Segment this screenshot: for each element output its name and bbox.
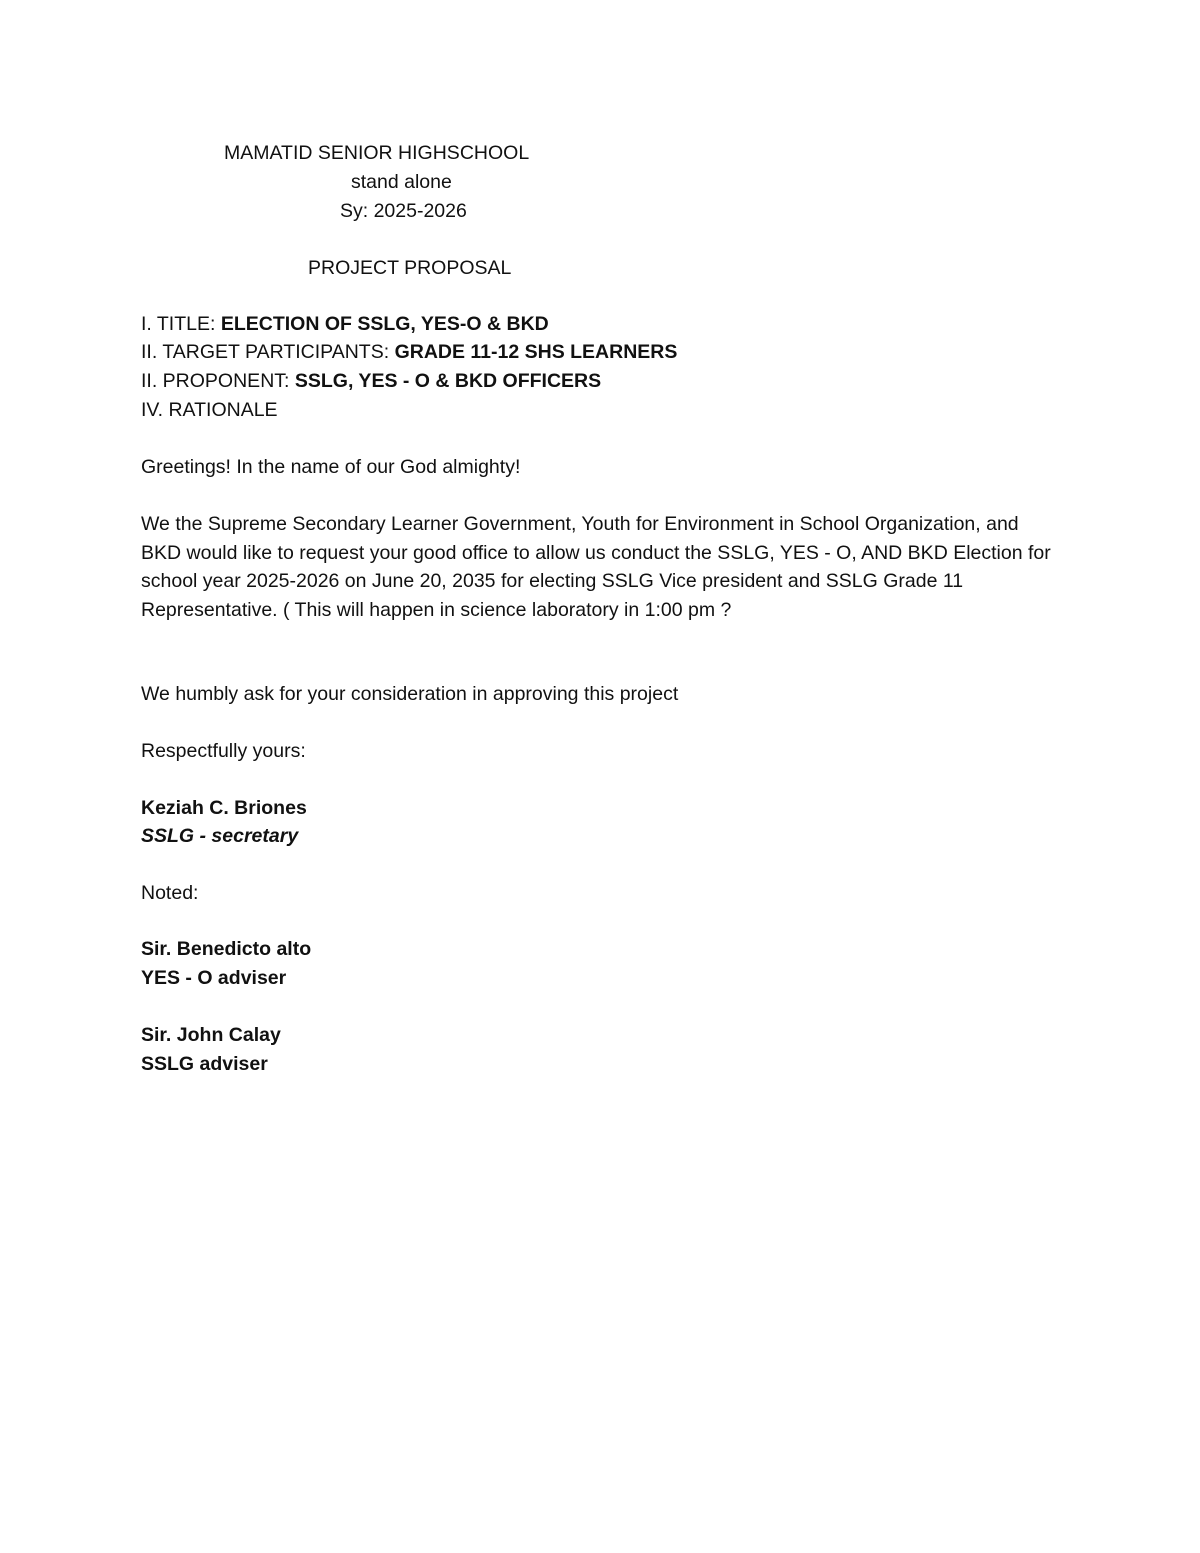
- closing-text: Respectfully yours:: [141, 740, 306, 762]
- rationale-heading: IV. RATIONALE: [141, 399, 278, 421]
- school-year: Sy: 2025-2026: [340, 200, 467, 222]
- noted-label: Noted:: [141, 882, 199, 904]
- proponent-value: SSLG, YES - O & BKD OFFICERS: [294, 370, 602, 392]
- author-name: Keziah C. Briones: [141, 797, 307, 819]
- participants-label: II. TARGET PARTICIPANTS:: [141, 341, 395, 363]
- proponent-item: [141, 367, 601, 396]
- adviser2-name: Sir. John Calay: [141, 1024, 281, 1046]
- author-role: SSLG - secretary: [141, 825, 299, 847]
- greeting-text: Greetings! In the name of our God almighty!: [141, 456, 521, 478]
- title-item: [141, 310, 549, 339]
- school-name: MAMATID SENIOR HIGHSCHOOL: [224, 142, 530, 164]
- adviser1-role: YES - O adviser: [141, 967, 287, 989]
- request-text: We humbly ask for your consideration in approving this project: [141, 683, 679, 705]
- proponent-label: II. PROPONENT:: [141, 370, 295, 392]
- participants-value: GRADE 11-12 SHS LEARNERS: [394, 341, 678, 363]
- adviser1-name: Sir. Benedicto alto: [141, 938, 312, 960]
- body-paragraph: We the Supreme Secondary Learner Government, Youth for Environment in School Organization, and BKD would like to request your good office to allow us conduct the SSLG, YES - O, AND BKD Election for school year 2025-2026 on June 20, 2035 for electing SSLG Vice president and SSLG Grade 11 Representative. ( This will happen in science laboratory in 1:00 pm ?: [141, 513, 1051, 621]
- document-type-title: PROJECT PROPOSAL: [308, 257, 512, 279]
- school-subtitle: stand alone: [351, 171, 452, 193]
- adviser2-role: SSLG adviser: [141, 1053, 268, 1075]
- participants-item: [141, 338, 677, 367]
- title-value: ELECTION OF SSLG, YES-O & BKD: [220, 313, 549, 335]
- title-label: I. TITLE:: [141, 313, 221, 335]
